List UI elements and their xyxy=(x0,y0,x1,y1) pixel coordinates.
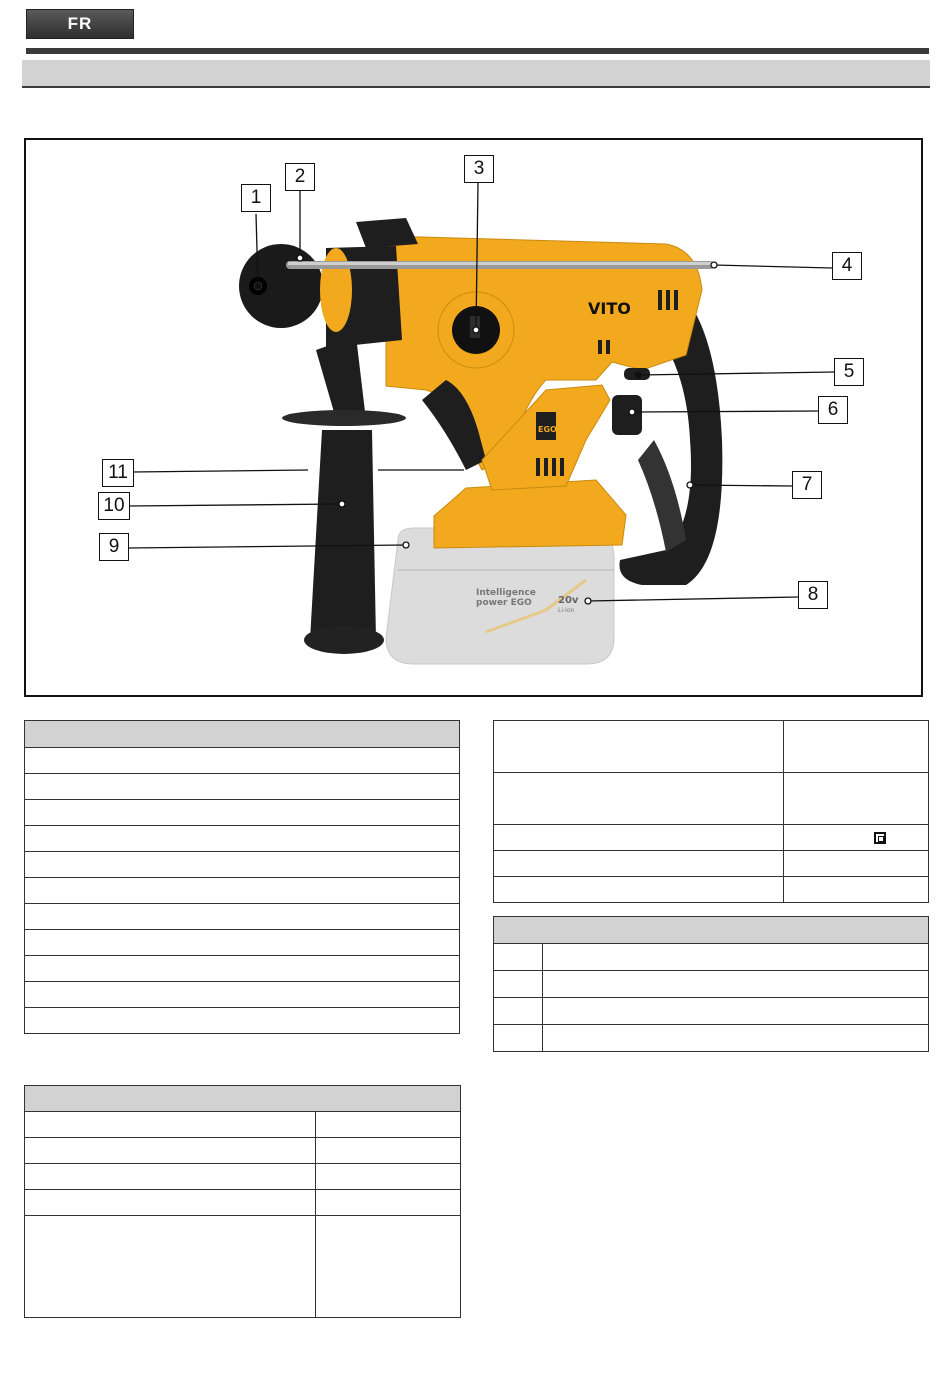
table-row xyxy=(25,930,460,956)
callout-11: 11 xyxy=(102,459,134,487)
table-row xyxy=(25,748,460,774)
callout-4: 4 xyxy=(832,252,862,280)
callout-3: 3 xyxy=(464,155,494,183)
table-row xyxy=(494,998,929,1025)
product-figure xyxy=(24,138,923,697)
table-row xyxy=(494,1025,929,1052)
language-badge xyxy=(26,9,134,39)
table-row xyxy=(25,1112,461,1138)
parts-list-header xyxy=(25,721,460,748)
table-row xyxy=(25,826,460,852)
double-insulation-icon xyxy=(874,832,886,844)
trigger xyxy=(612,395,642,435)
table-row xyxy=(25,982,460,1008)
table-row xyxy=(494,971,929,998)
table-row xyxy=(25,1164,461,1190)
accessories-header xyxy=(494,917,929,944)
callout-2: 2 xyxy=(285,163,315,191)
battery-voltage: 20v xyxy=(558,595,579,606)
table-row xyxy=(494,877,929,903)
callout-9: 9 xyxy=(99,533,129,561)
table-row xyxy=(494,825,929,851)
callout-10: 10 xyxy=(98,492,130,520)
callout-8: 8 xyxy=(798,581,828,609)
table-row xyxy=(25,1138,461,1164)
language-code: FR xyxy=(67,14,93,33)
table-row xyxy=(494,773,929,825)
battery-label-2: power EGO xyxy=(476,598,532,608)
callout-6: 6 xyxy=(818,396,848,424)
table-row xyxy=(25,800,460,826)
table-row xyxy=(25,1216,461,1318)
table-row xyxy=(25,1190,461,1216)
table-row xyxy=(25,878,460,904)
table-row xyxy=(494,851,929,877)
table-row xyxy=(25,904,460,930)
parts-list-table xyxy=(24,720,460,1034)
accessories-table xyxy=(493,916,929,1052)
brand-logo: VITO xyxy=(588,299,631,318)
table-row xyxy=(25,852,460,878)
header-rule xyxy=(26,48,929,54)
table-row xyxy=(25,956,460,982)
battery-pack xyxy=(386,528,614,664)
battery-label-1: Intelligence xyxy=(476,588,536,598)
specifications-table xyxy=(24,1085,461,1318)
table-row xyxy=(494,721,929,773)
technical-data-table xyxy=(493,720,929,903)
callout-1: 1 xyxy=(241,184,271,212)
ego-badge-text: EGO xyxy=(538,425,557,434)
table-row xyxy=(25,1008,460,1034)
table-row xyxy=(494,944,929,971)
hammer-drill-illustration xyxy=(26,140,925,699)
battery-type: Li-Ion xyxy=(558,607,575,614)
specifications-header xyxy=(25,1086,461,1112)
section-title-bar xyxy=(22,60,930,88)
callout-5: 5 xyxy=(834,358,864,386)
callout-7: 7 xyxy=(792,471,822,499)
table-row xyxy=(25,774,460,800)
